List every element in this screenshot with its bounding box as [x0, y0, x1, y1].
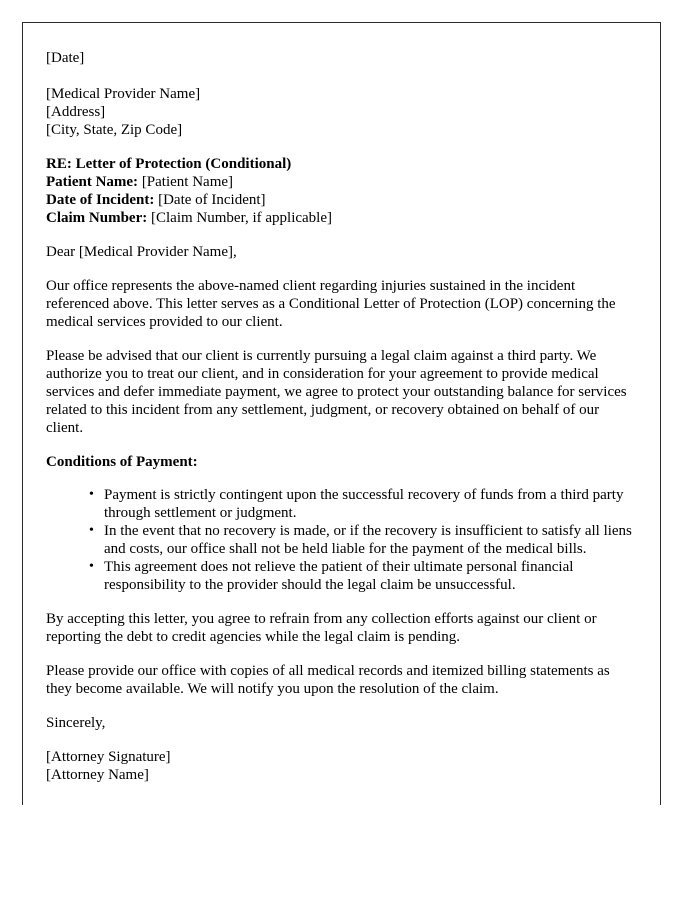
patient-name-value: [Patient Name] — [141, 174, 234, 190]
letter-content — [46, 49, 636, 784]
spacer — [46, 261, 636, 277]
recipient-provider-name: [Medical Provider Name] — [46, 86, 201, 102]
reference-block — [46, 155, 636, 227]
document-body — [23, 23, 660, 784]
spacer — [46, 698, 636, 714]
claim-number-value: [Claim Number, if applicable] — [151, 210, 333, 226]
patient-name-line — [46, 173, 636, 191]
patient-name-label: Patient Name: — [46, 174, 139, 190]
recipient-city-state-zip: [City, State, Zip Code] — [46, 122, 183, 138]
spacer — [46, 67, 636, 85]
list-item: • Payment is strictly contingent upon the successful recovery of funds from a third party through settlement or judgment. — [89, 486, 636, 522]
spacer — [46, 732, 636, 748]
date-of-incident-value: [Date of Incident] — [158, 192, 266, 208]
list-item: • In the event that no recovery is made, or if the recovery is insufficient to satisfy all liens and costs, our office shall not be held liable for the payment of the medical bills. — [89, 522, 636, 558]
spacer — [46, 471, 636, 486]
claim-number-label: Claim Number: — [46, 210, 148, 226]
body-paragraph-4: Please provide our office with copies of all medical records and itemized billing statements as they become available. We will notify you upon the resolution of the claim. — [46, 663, 610, 697]
conditions-list — [46, 486, 636, 594]
re-value: Letter of Protection (Conditional) — [75, 156, 292, 172]
salutation: Dear [Medical Provider Name], — [46, 244, 237, 260]
attorney-signature-placeholder: [Attorney Signature] — [46, 749, 171, 765]
document-page — [22, 22, 661, 805]
spacer — [46, 646, 636, 662]
spacer — [46, 331, 636, 347]
date-placeholder: [Date] — [46, 50, 85, 66]
body-paragraph-1: Our office represents the above-named client regarding injuries sustained in the incident referenced above. This letter serves as a Conditional Letter of Protection (LOP) concerning the medical services provided to our client. — [46, 278, 616, 330]
spacer — [46, 227, 636, 243]
claim-number-line — [46, 209, 636, 227]
conditions-heading: Conditions of Payment: — [46, 454, 198, 470]
body-paragraph-3: By accepting this letter, you agree to refrain from any collection efforts against our client or reporting the debt to credit agencies while the legal claim is pending. — [46, 611, 597, 645]
body-paragraph-2: Please be advised that our client is currently pursuing a legal claim against a third party. We authorize you to treat our client, and in consideration for your agreement to provide medical services and defer immediate payment, we agree to protect your outstanding balance for services related to this incident from any settlement, judgment, or recovery obtained on behalf of our client. — [46, 348, 627, 436]
spacer — [46, 437, 636, 453]
date-of-incident-label: Date of Incident: — [46, 192, 155, 208]
re-label: RE: — [46, 156, 72, 172]
re-subject-line — [46, 155, 636, 173]
spacer — [46, 594, 636, 610]
date-of-incident-line — [46, 191, 636, 209]
recipient-address-block — [46, 85, 636, 139]
closing-salutation: Sincerely, — [46, 715, 106, 731]
signature-block — [46, 748, 636, 784]
recipient-address: [Address] — [46, 104, 106, 120]
list-item: • This agreement does not relieve the patient of their ultimate personal financial responsibility to the provider should the legal claim be unsuccessful. — [89, 558, 636, 594]
attorney-name-placeholder: [Attorney Name] — [46, 767, 149, 783]
spacer — [46, 139, 636, 155]
